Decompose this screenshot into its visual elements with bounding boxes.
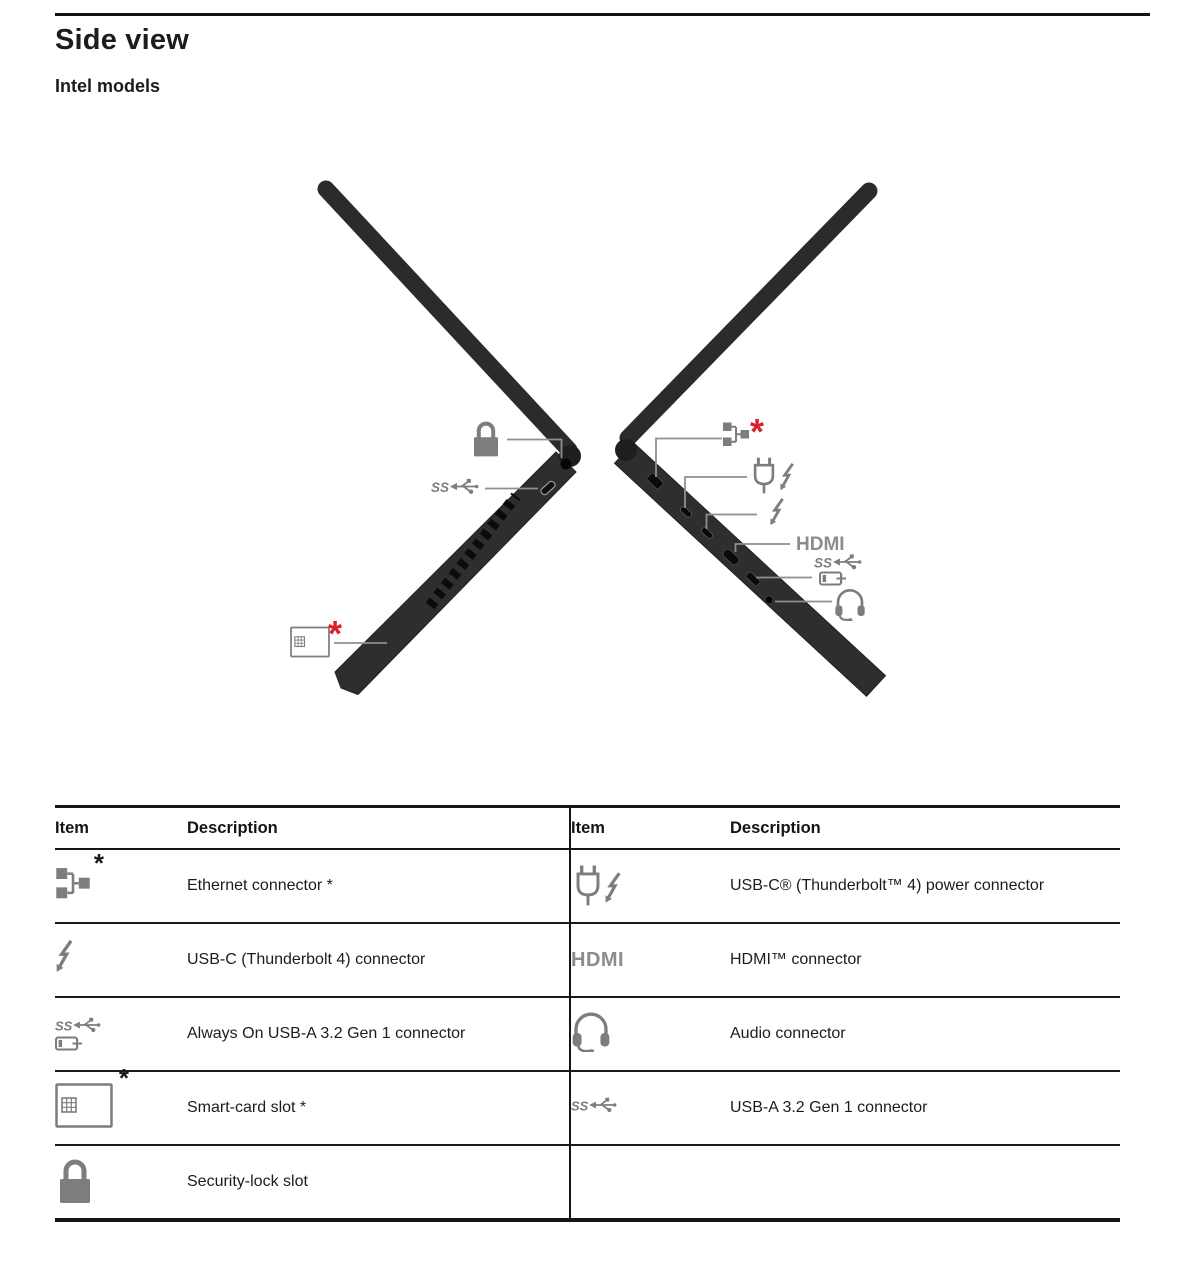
asterisk-mark: * — [118, 1063, 129, 1093]
description-cell: Always On USB-A 3.2 Gen 1 connector — [187, 997, 570, 1071]
thunderbolt-icon — [770, 499, 782, 525]
security-lock-icon — [474, 424, 498, 457]
usb-ss-icon — [55, 1017, 101, 1034]
page-title: Side view — [55, 24, 189, 56]
header-description-right: Description — [730, 807, 1120, 850]
ethernet-icon — [55, 866, 91, 901]
empty-cell — [570, 1145, 730, 1220]
usb-a-ss-icon — [431, 479, 478, 495]
usb-ss-icon — [814, 554, 861, 570]
thunderbolt-icon — [780, 464, 792, 490]
asterisk-mark: * — [93, 848, 104, 878]
header-description-left: Description — [187, 807, 570, 850]
audio-port — [765, 596, 773, 604]
battery-icon — [820, 573, 846, 585]
left-laptop-lid — [326, 189, 569, 450]
right-laptop-lid — [628, 191, 869, 438]
header-item-left: Item — [55, 807, 187, 850]
battery-icon — [55, 1036, 83, 1051]
description-cell: Ethernet connector * — [187, 849, 570, 923]
ports-table — [55, 805, 1120, 1222]
description-cell: USB-C® (Thunderbolt™ 4) power connector — [730, 849, 1120, 923]
smart-card-icon — [291, 628, 329, 657]
description-cell: Smart-card slot * — [187, 1071, 570, 1145]
table-row — [55, 997, 1120, 1071]
thunderbolt-icon — [55, 939, 75, 976]
headset-icon — [835, 590, 864, 621]
hdmi-label: HDMI — [796, 534, 845, 555]
description-cell: HDMI™ connector — [730, 923, 1120, 997]
thunderbolt-icon — [604, 871, 623, 907]
page-subtitle: Intel models — [55, 76, 161, 96]
power-plug-icon — [755, 458, 773, 494]
table-row — [55, 1145, 1120, 1220]
ethernet-asterisk: * — [750, 411, 765, 452]
table-header-row — [55, 807, 1120, 850]
header-item-right: Item — [570, 807, 730, 850]
description-cell: Security-lock slot — [187, 1173, 308, 1190]
left-laptop-illustration — [326, 189, 581, 695]
security-lock-icon — [55, 1155, 95, 1205]
table-row — [55, 923, 1120, 997]
description-cell: USB-A 3.2 Gen 1 connector — [730, 1071, 1120, 1145]
description-cell — [730, 1145, 1120, 1220]
headset-icon — [571, 1012, 611, 1052]
smart-card-icon — [55, 1083, 113, 1128]
smart-card-asterisk: * — [328, 613, 343, 654]
table-row — [55, 849, 1120, 923]
power-plug-icon — [571, 865, 605, 907]
hdmi-icon: HDMI — [571, 948, 625, 971]
usb-ss-icon — [571, 1097, 617, 1114]
side-view-diagram — [0, 140, 1185, 800]
description-cell: USB-C (Thunderbolt 4) connector — [187, 923, 570, 997]
ethernet-icon — [723, 423, 749, 447]
security-lock-slot-port — [561, 459, 572, 470]
ports-table-wrap — [55, 805, 1120, 1222]
description-cell: Audio connector — [730, 997, 1120, 1071]
table-row — [55, 1071, 1120, 1145]
right-laptop-hinge — [615, 439, 637, 461]
ethernet-leader-line — [656, 439, 722, 478]
top-rule — [55, 13, 1150, 16]
